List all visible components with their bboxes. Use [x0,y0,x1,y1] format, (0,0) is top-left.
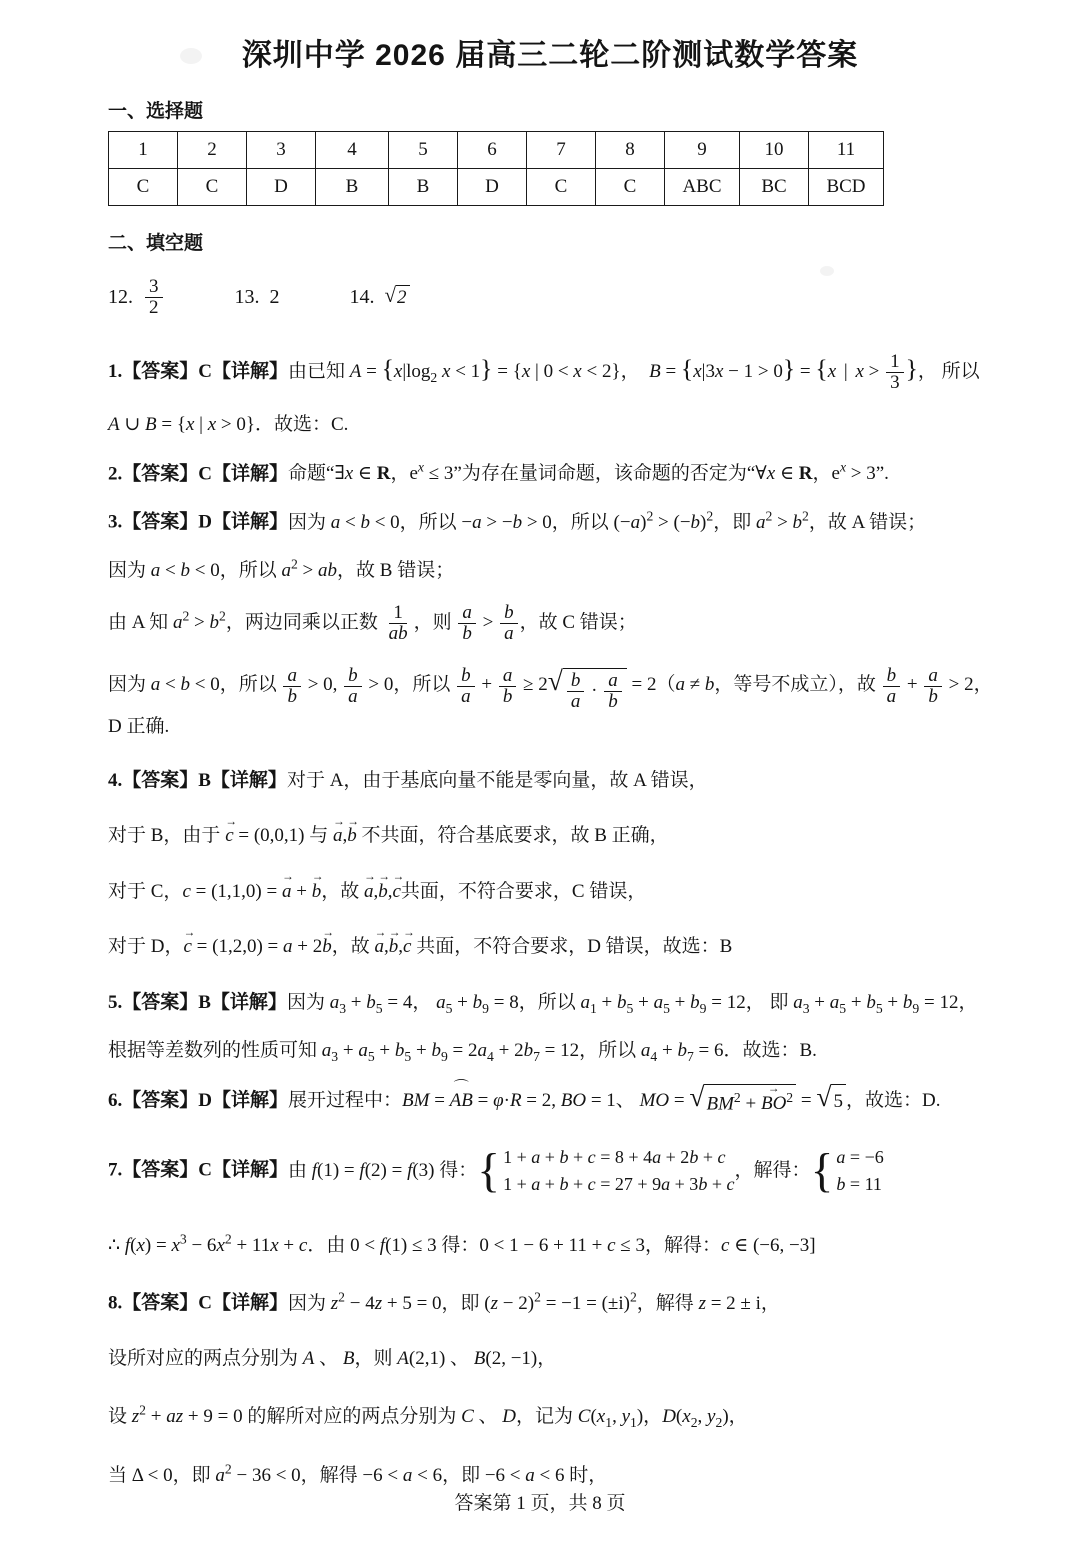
solution-q7-head: 7.【答案】C【详解】 [108,1159,288,1181]
solution-q8-line2 [108,1344,994,1373]
cell-ans-5: B [389,169,458,206]
solution-q3-text1: 因为 a < b < 0，所以 −a > −b > 0，所以 $(-a)^2 > (-b)^2$，即 $a^2 > b^2$，故 A 错误； [287,508,927,533]
solution-q5-line1 [108,988,994,1019]
solution-q6-line1 [108,1080,994,1119]
cell-num-11: 11 [809,132,884,169]
section-heading-fill: 二、填空题 [108,233,204,254]
solution-q6-head: 6.【答案】D【详解】 [108,1089,288,1111]
solution-q3-line2 [108,554,994,586]
solution-q4-line2 [108,821,994,850]
solution-q4-text2: 对于 B，由于 c → = (0,0,1) 与 a →,b → 不共面，符合基底要求，故 B 正确， [108,825,669,846]
solutions-body [0,349,1080,1491]
table-row-numbers [109,132,884,169]
answer-sheet-page [0,30,1080,1541]
solution-q4-head: 4.【答案】B【详解】 [108,769,287,791]
radical-icon: √ [384,283,397,307]
cell-num-10: 10 [740,132,809,169]
solution-q8-text1: 因为 $z^2 - 4z + 5 = 0$，即 $(z - 2)^2 = -1 = (\pm i)^2$，解得 z = 2 ± i， [287,1289,780,1314]
fill-value-13: 2 [269,285,280,308]
solution-q4-line1 [108,766,994,795]
scan-smudge [180,48,202,64]
solution-q7-line2 [108,1228,994,1260]
solution-q4-line4 [108,932,994,961]
fill-in-answers [108,271,1080,323]
fill-label-13: 13. [234,285,260,308]
page-title: 深圳中学 2026 届高三二轮二阶测试数学答案 [241,39,859,72]
page-footer: 答案第 1 页，共 8 页 [454,1493,626,1514]
fill-item-13 [235,286,280,309]
solution-q5-line2 [108,1036,994,1067]
solution-q8-text2: 设所对应的两点分别为 A 、 B，则 A(2,1) 、 B(2, −1)， [108,1347,557,1369]
cell-num-6: 6 [458,132,527,169]
fill-item-12 [108,277,165,318]
solution-q4-text1: 对于 A，由于基底向量不能是零向量，故 A 错误， [286,769,708,791]
solution-q1-line1 [108,349,994,393]
solution-q5-text1: 因为 $a_3 + b_5 = 4$， $a_5 + b_9 = 8$，所以 $a_1 + b_5 + a_5 + b_9 = 12$， 即 $a_3 + a_5 + b_5 + b_9 = 12$， [286,991,978,1016]
cell-num-3: 3 [247,132,316,169]
fraction-denominator: 2 [149,296,159,318]
cell-num-4: 4 [316,132,389,169]
solution-q7-line1 [108,1144,994,1198]
choice-answer-table [108,131,884,206]
cell-ans-8: C [596,169,665,206]
fill-value-12 [145,277,163,318]
solution-q3-line1 [108,505,994,537]
solution-q6-text1: 展开过程中：BM = AB ⌒ = φ·R = 2, BO = 1、 MO = √ $BM^2$ + BO →$^2$ = √ 5 ，故选：D. [288,1090,940,1111]
solution-q1-head: 1.【答案】C【详解】 [108,361,288,382]
table-row-answers [109,169,884,206]
solution-q8-text4: 当 Δ < 0，即 $a^2 - 36 < 0$，解得 −6 < a < 6，即 −6 < a < 6 时， [108,1461,608,1487]
solution-q3-text4: 因为 a < b < 0，所以 $\frac{a}{b}$ > 0, $\frac{b}{a}$ > 0，所以 $\frac{b}{a}$ + $\frac{a}{b}$ ≥ 2 √ $\frac{b}{a}$ · $\frac{a}{b}$ = 2（a ≠ b，等号不成立），故 $\frac{b}{a}$ + $\frac{a}{b}$ > 2，D 正确. [108,664,993,738]
solution-q7-text2: ∴ $f(x) = x^3 - 6x^2 + 11x + c$．由 0 < f(1) ≤ 3 得：0 < 1 − 6 + 11 + c ≤ 3，解得：c ∈ (−6, −3] [108,1231,816,1256]
solution-q4-text3: 对于 C，c = (1,1,0) = a → + b →，故 a →,b →,c →共面，不符合要求，C 错误， [108,881,646,902]
cell-ans-2: C [178,169,247,206]
solution-q3-text2: 因为 a < b < 0，所以 $a^2$ > ab，故 B 错误； [108,557,455,582]
cell-num-8: 8 [596,132,665,169]
cell-num-9: 9 [665,132,740,169]
solution-q1-text1: 由已知 $A = \{x|\log_2$ x < 1} = {x | 0 < x < 2}， B = {x|3x − 1 > 0} = {x | x > $\frac{1}{3}$ }， 所以 [287,351,980,394]
solution-q1-text2: A ∪ B = {x | x > 0}．故选：C. [108,414,349,436]
solution-q8-line3 [108,1399,994,1432]
cell-ans-7: C [527,169,596,206]
solution-q4-text4: 对于 D，c → = (1,2,0) = a + 2b →，故 a →,b →,c → 共面，不符合要求，D 错误，故选：B [108,936,732,957]
solution-q5-text2: 根据等差数列的性质可知 $a_3 + a_5 + b_5 + b_9 = 2a_4 + 2b_7 = 12$，所以 $a_4 + b_7 = 6$．故选：B. [108,1039,817,1064]
cell-num-7: 7 [527,132,596,169]
solution-q4-line3 [108,877,994,906]
fill-label-14: 14. [349,285,375,308]
solution-q8-line1 [108,1286,994,1318]
scan-smudge-2 [820,266,834,276]
fill-label-12: 12. [108,285,133,308]
solution-q7-text1: 由 f(1) = f(2) = f(3) 得： { 1 + a + b + c = 8 + 4a + 2b + c 1 + a + b + c = 27 + 9a + 3b + c ，解得： { a = −6 b = 11 [287,1145,884,1198]
radicand: 2 [396,285,410,309]
fraction-numerator: 3 [145,277,163,298]
solution-q2-head: 2.【答案】C【详解】 [108,462,288,484]
solution-q3-line3 [108,603,994,644]
fill-item-14 [350,285,410,309]
cell-ans-6: D [458,169,527,206]
solution-q8-text3: 设 $z^2$ + az + 9 = 0 的解所对应的两点分别为 C 、 D，记为 $C(x_1$, $y_1$)，$D(x_2$, $y_2$)， [108,1402,748,1430]
solution-q8-line4 [108,1459,994,1491]
cell-num-5: 5 [389,132,458,169]
cell-ans-11: BCD [809,169,884,206]
cell-ans-3: D [247,169,316,206]
section-heading-choice: 一、选择题 [108,101,204,122]
solution-q8-head: 8.【答案】C【详解】 [108,1292,288,1314]
cell-ans-10: BC [740,169,809,206]
solution-q2-text1: 命题“∃x ∈ R，$e^x \le 3$”为存在量词命题，该命题的否定为“∀x ∈ R，$e^x > 3$”. [287,459,889,484]
cell-num-2: 2 [178,132,247,169]
solution-q1-line2 [108,410,994,439]
fill-value-14 [385,285,410,309]
solution-q3-head: 3.【答案】D【详解】 [108,511,288,533]
cell-ans-4: B [316,169,389,206]
cell-ans-9: ABC [665,169,740,206]
solution-q3-text3: 由 A 知 $a^2 > b^2$，两边同乘以正数 $\frac{1}{ab}$ ，则 $\frac{a}{b}$ > $\frac{b}{a}$ ，故 C 错误； [108,601,637,644]
solution-q2-line1 [108,457,994,489]
solution-q3-line4 [108,666,994,742]
cell-num-1: 1 [109,132,178,169]
cell-ans-1: C [109,169,178,206]
solution-q5-head: 5.【答案】B【详解】 [108,991,287,1013]
